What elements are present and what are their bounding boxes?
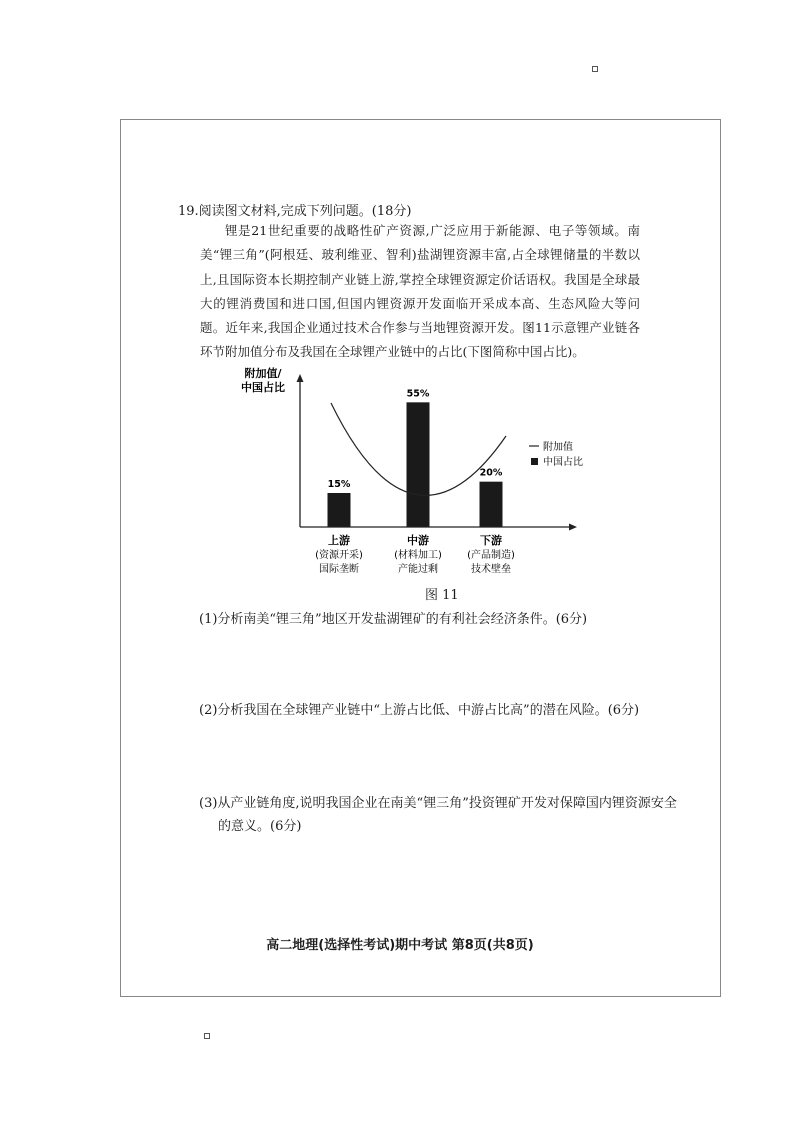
x-tick-label-3-name: 下游 — [480, 534, 502, 547]
figure-caption: 图 11 — [425, 588, 459, 603]
bar-data-label-2: 55% — [406, 388, 430, 400]
x-tick-label-3-detail: (产品制造) — [467, 550, 515, 561]
x-axis-arrow — [569, 524, 577, 531]
subquestion-2: (2)分析我国在全球锂产业链中“上游占比低、中游占比高”的潜在风险。(6分) — [199, 703, 640, 718]
subquestion-1: (1)分析南美“锂三角”地区开发盐湖锂矿的有利社会经济条件。(6分) — [199, 612, 588, 627]
chart-legend — [529, 440, 583, 468]
x-tick-label-2-note: 产能过剩 — [398, 564, 438, 575]
y-axis-arrow — [297, 374, 304, 382]
question-paragraph-text: 锂是21世纪重要的战略性矿产资源,广泛应用于新能源、电子等领域。南美“锂三角”(阿根廷、玻利维亚、智利)盐湖锂资源丰富,占全球锂储量的半数以上,且国际资本长期控制产业链上游,掌控全球锂资源定价话语权。我国是全球最大的锂消费国和进口国,但国内锂资源开发面临开采成本高、生态风险大等问题。近年来,我国企业通过技术合作参与当地锂资源开发。图11示意锂产业链各环节附加值分布及我国在全球锂产业链中的占比(下图简称中国占比)。 — [200, 223, 640, 360]
bar-data-label-3: 20% — [479, 467, 503, 479]
y-axis-label-line2: 中国占比 — [241, 381, 285, 394]
bar-data-label-1: 15% — [327, 479, 351, 490]
x-tick-label-2-detail: (材料加工) — [394, 550, 442, 561]
subquestion-3-line1: (3)从产业链角度,说明我国企业在南美“锂三角”投资锂矿开发对保障国内锂资源安全 — [199, 796, 677, 811]
lithium-chain-chart — [228, 360, 608, 582]
legend-bar-swatch — [531, 458, 538, 465]
legend-label-china-share: 中国占比 — [543, 457, 583, 468]
legend-label-value-added: 附加值 — [543, 442, 573, 453]
y-axis-label-line1: 附加值/ — [244, 367, 282, 380]
bar-china-share-1 — [328, 493, 351, 527]
bar-china-share-2 — [407, 402, 430, 527]
subquestion-3-line2: 的意义。(6分) — [218, 819, 302, 834]
question-title: 19.阅读图文材料,完成下列问题。(18分) — [178, 204, 412, 219]
corner-mark-bottom — [204, 1033, 210, 1039]
x-tick-label-1-detail: (资源开采) — [315, 550, 363, 561]
question-paragraph — [200, 219, 640, 365]
page-footer: 高二地理(选择性考试)期中考试 第8页(共8页) — [266, 938, 534, 953]
x-tick-label-1-name: 上游 — [328, 534, 350, 547]
corner-mark-top — [592, 66, 598, 72]
x-tick-label-3-note: 技术壁垒 — [471, 564, 511, 575]
bar-china-share-3 — [480, 482, 503, 527]
x-tick-label-2-name: 中游 — [407, 534, 429, 547]
x-tick-label-1-note: 国际垄断 — [319, 564, 359, 575]
